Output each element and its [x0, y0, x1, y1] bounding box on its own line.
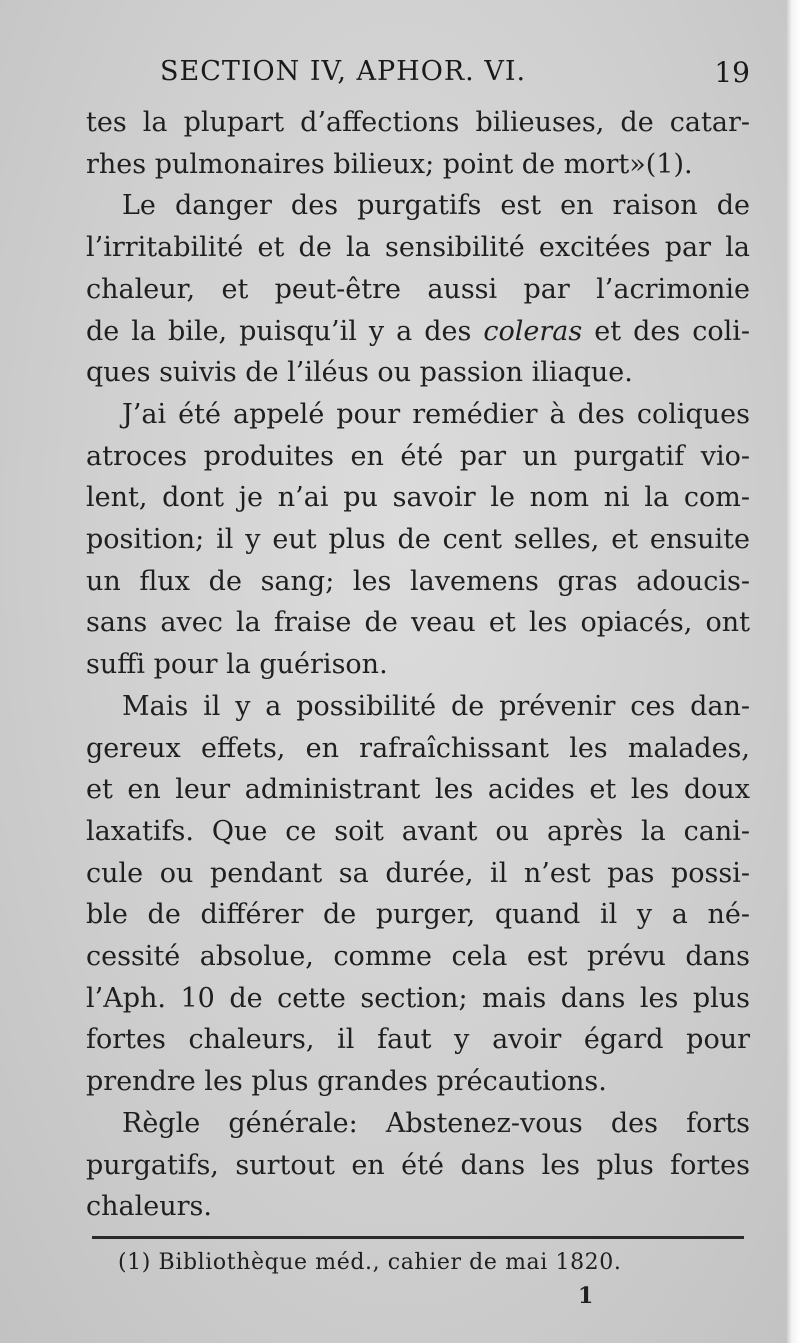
text-line: tes la plupart d’affections bilieuses, de catar- [86, 107, 750, 138]
text-line: Le danger des purgatifs est en raison de [122, 190, 750, 222]
page-number: 19 [714, 56, 750, 89]
text-line: de la bile, puisqu’il y a des coleras et des coli- [86, 315, 750, 347]
text-line: fortes chaleurs, il faut y avoir égard pour [86, 1024, 750, 1056]
footnote: (1) Bibliothèque méd., cahier de mai 1820. [118, 1250, 622, 1275]
text-line: atroces produites en été par un purgatif vio- [86, 440, 750, 472]
footnote-rule [92, 1236, 744, 1239]
text-line: gereux effets, en rafraîchissant les malades, [86, 732, 750, 764]
text-line: J’ai été appelé pour remédier à des coliques [122, 398, 750, 430]
text-line: purgatifs, surtout en été dans les plus fortes [86, 1149, 750, 1181]
text-line: laxatifs. Que ce soit avant ou après la cani- [86, 815, 750, 847]
text-line: ques suivis de l’iléus ou passion iliaque. [86, 357, 633, 389]
text-line: lent, dont je n’ai pu savoir le nom ni la com- [86, 482, 750, 514]
text-line: position; il y eut plus de cent selles, et ensuite [86, 524, 750, 556]
text-line: suffi pour la guérison. [86, 649, 388, 681]
text-line: Mais il y a possibilité de prévenir ces dan- [122, 690, 750, 722]
text-line: prendre les plus grandes précautions. [86, 1066, 607, 1098]
text-line: un flux de sang; les lavemens gras adoucis- [86, 565, 750, 597]
text-line: l’irritabilité et de la sensibilité excitées par la [86, 232, 750, 264]
text-line: l’Aph. 10 de cette section; mais dans les plus [86, 982, 750, 1014]
text-line: sans avec la fraise de veau et les opiacés, ont [86, 607, 750, 639]
text-line: et en leur administrant les acides et les doux [86, 774, 750, 806]
text-line: cessité absolue, comme cela est prévu dans [86, 941, 750, 973]
running-title: SECTION IV, APHOR. VI. [160, 56, 527, 87]
body-text [86, 102, 750, 1228]
running-head [160, 56, 750, 96]
text-line: Règle générale: Abstenez-vous des forts [122, 1107, 750, 1139]
text-line: rhes pulmonaires bilieux; point de mort»(1). [86, 148, 693, 180]
text-line: chaleur, et peut-être aussi par l’acrimonie [86, 273, 750, 305]
italic-term: coleras [483, 315, 583, 347]
signature-mark: 1 [578, 1283, 594, 1309]
text-line: ble de différer de purger, quand il y a né- [86, 899, 750, 931]
text-line: cule ou pendant sa durée, il n’est pas possi- [86, 857, 750, 889]
text-line: chaleurs. [86, 1191, 212, 1223]
